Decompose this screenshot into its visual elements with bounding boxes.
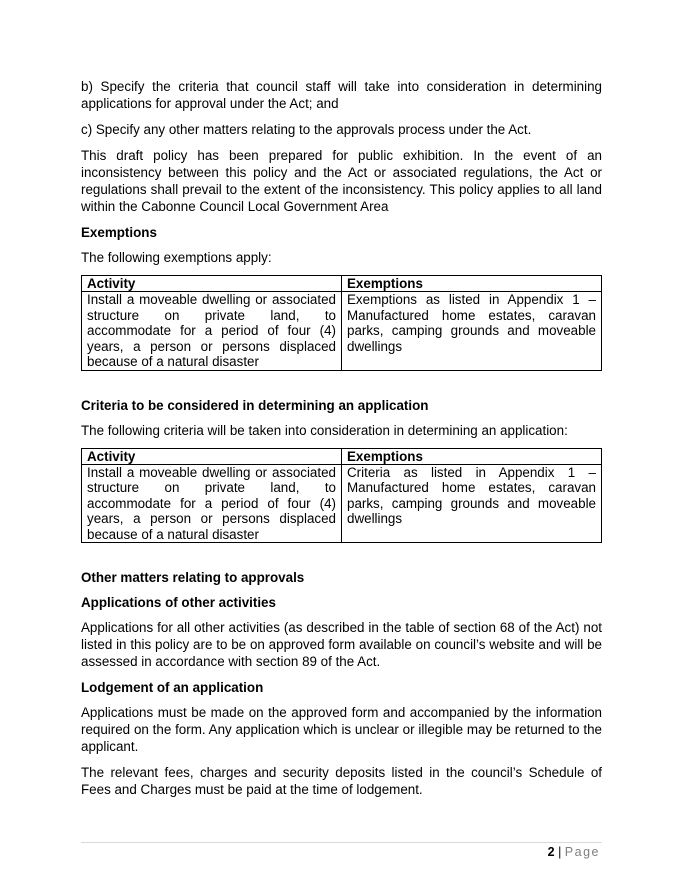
footer-divider (81, 842, 602, 843)
lodgement-heading: Lodgement of an application (81, 680, 264, 695)
table-cell: Exemptions as listed in Appendix 1 – Manufactured home estates, caravan parks, camping grounds and moveable dwellings (342, 292, 602, 371)
table-header-row (82, 276, 602, 292)
lodgement-text-1: Applications must be made on the approved form and accompanied by the information required on the form. Any application which is unclear or illegible may be returned to the applicant. (81, 705, 602, 754)
table-row (82, 292, 602, 371)
table-cell: Criteria as listed in Appendix 1 – Manufactured home estates, caravan parks, camping grounds and moveable dwellings (342, 464, 602, 543)
footer-separator: | (558, 845, 562, 859)
document-page (81, 78, 602, 798)
applications-other-activities-heading: Applications of other activities (81, 595, 276, 610)
table-header-row (82, 448, 602, 464)
page-footer (548, 845, 600, 859)
item-c-paragraph: c) Specify any other matters relating to the approvals process under the Act. (81, 122, 532, 137)
criteria-intro: The following criteria will be taken into consideration in determining an application: (81, 422, 568, 438)
table-header-cell: Exemptions (342, 276, 602, 292)
item-b-paragraph: b) Specify the criteria that council staff will take into consideration in determining applications for approval under the Act; and (81, 79, 602, 111)
table-header-cell: Exemptions (342, 448, 602, 464)
criteria-table (81, 448, 602, 544)
table-header-cell: Activity (82, 448, 342, 464)
exemptions-heading: Exemptions (81, 225, 157, 240)
page-number: 2 (547, 845, 555, 859)
policy-note-paragraph: This draft policy has been prepared for public exhibition. In the event of an inconsistency between this policy and the Act or associated regulations, the Act or regulations shall prevail to the extent of the inconsistency. This policy applies to all land within the Cabonne Council Local Government Area (81, 148, 602, 214)
table-header-cell: Activity (82, 276, 342, 292)
applications-other-activities-text: Applications for all other activities (as described in the table of section 68 of the Act) not listed in this policy are to be on approved form available on council’s website and will be assessed in accordance with section 89 of the Act. (81, 620, 602, 669)
table-cell: Install a moveable dwelling or associated structure on private land, to accommodate for a period of four (4) years, a person or persons displaced because of a natural disaster (82, 292, 342, 371)
page-label: Page (564, 845, 600, 859)
table-row (82, 464, 602, 543)
lodgement-text-2: The relevant fees, charges and security deposits listed in the council’s Schedule of Fees and Charges must be paid at the time of lodgement. (81, 765, 602, 797)
exemptions-intro: The following exemptions apply: (81, 250, 272, 265)
table-cell: Install a moveable dwelling or associated structure on private land, to accommodate for a period of four (4) years, a person or persons displaced because of a natural disaster (82, 464, 342, 543)
exemptions-table (81, 275, 602, 371)
other-matters-heading: Other matters relating to approvals (81, 570, 305, 585)
criteria-heading: Criteria to be considered in determining an application (81, 397, 429, 413)
